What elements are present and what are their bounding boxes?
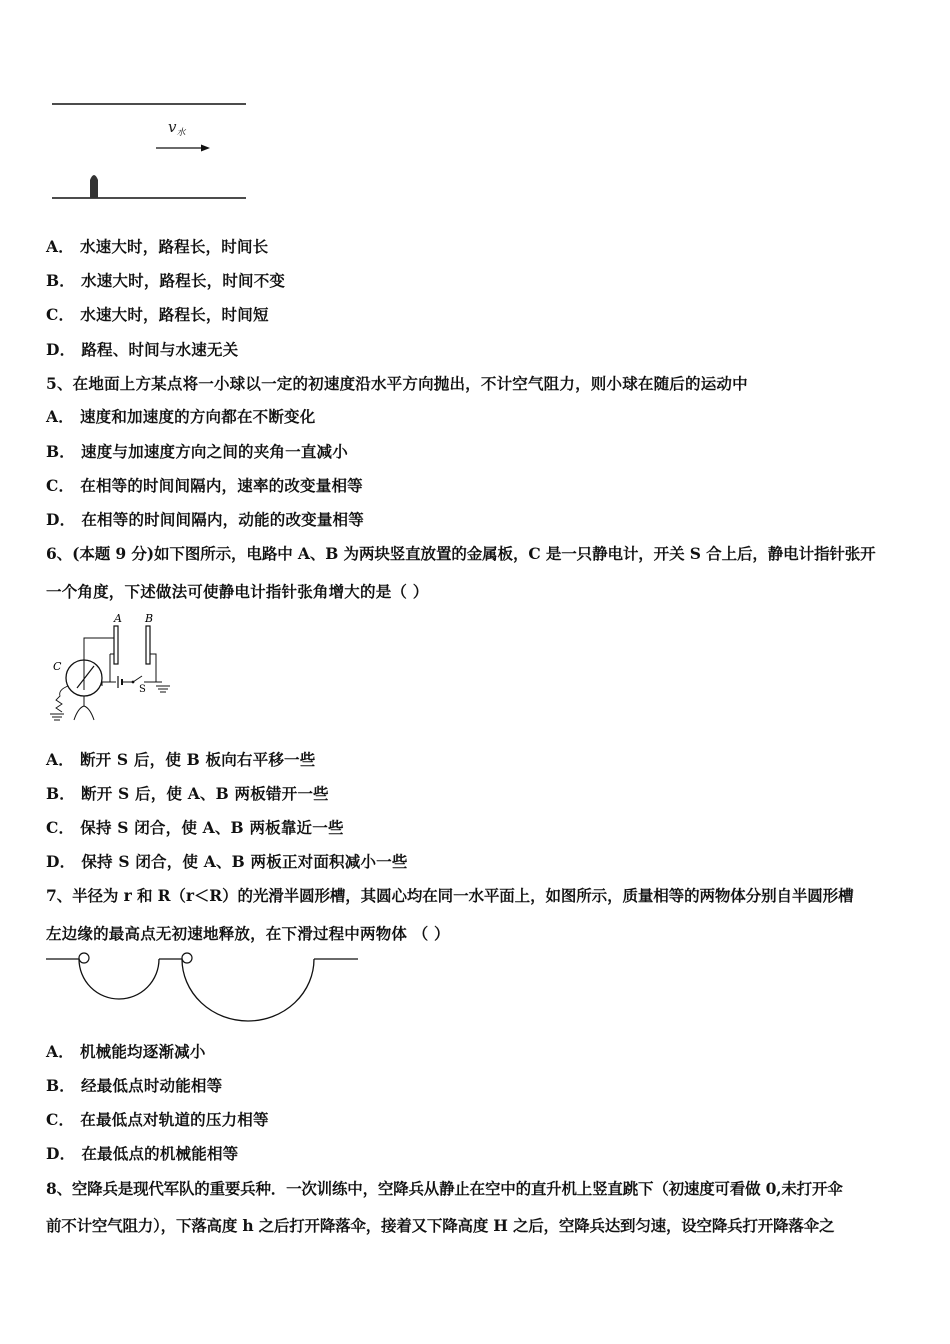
small-groove: [79, 959, 159, 999]
velocity-label: $v_水$: [168, 118, 186, 138]
q8-stem-line2: 前不计空气阻力），下落高度 h 之后打开降落伞，接着又下降高度 H 之后，空降兵达到匀速，设空降兵打开降落伞之: [46, 1216, 835, 1235]
q6-option-b: B． 断开 S 后，使 A、B 两板错开一些: [46, 784, 329, 803]
wire-bottom-left: [102, 682, 116, 686]
q7-option-d: D． 在最低点的机械能相等: [46, 1144, 239, 1163]
plate-a: [114, 626, 118, 664]
q4-option-a: A． 水速大时，路程长，时间长: [46, 237, 269, 256]
plate-b-label: B: [145, 612, 154, 625]
q6-option-d: D． 保持 S 闭合，使 A、B 两板正对面积减小一些: [46, 852, 408, 871]
river-figure: [46, 96, 250, 204]
q4-option-d: D． 路程、时间与水速无关: [46, 340, 239, 359]
q6-option-c: C． 保持 S 闭合，使 A、B 两板靠近一些: [46, 818, 344, 837]
q5-option-a: A． 速度和加速度的方向都在不断变化: [46, 407, 316, 426]
q5-option-d: D． 在相等的时间间隔内，动能的改变量相等: [46, 510, 364, 529]
q6-stem-line2: 一个角度，下述做法可使静电计指针张角增大的是（ ）: [46, 582, 429, 601]
electrometer-needle: [77, 666, 94, 688]
object-large: [182, 953, 192, 963]
q7-stem-line1: 7、半径为 r 和 R（r＜R）的光滑半圆形槽，其圆心均在同一水平面上，如图所示，质量相等的两物体分别自半圆形槽: [46, 886, 854, 905]
q7-option-b: B． 经最低点时动能相等: [46, 1076, 223, 1095]
q6-stem-line1: 6、(本题 9 分)如下图所示，电路中 A、B 为两块竖直放置的金属板，C 是一只静电计，开关 S 合上后，静电计指针张开: [46, 544, 876, 563]
electrometer-foot: [74, 706, 94, 720]
object-small: [79, 953, 89, 963]
q4-option-b: B． 水速大时，路程长，时间不变: [46, 271, 286, 290]
plate-b: [146, 626, 150, 664]
q5-option-b: B． 速度与加速度方向之间的夹角一直减小: [46, 442, 348, 461]
large-groove: [182, 959, 314, 1021]
velocity-arrowhead: [201, 145, 210, 152]
q6-option-a: A． 断开 S 后，使 B 板向右平移一些: [46, 750, 316, 769]
q7-option-c: C． 在最低点对轨道的压力相等: [46, 1110, 269, 1129]
q5-stem: 5、在地面上方某点将一小球以一定的初速度沿水平方向抛出，不计空气阻力，则小球在随后的运动中: [46, 374, 748, 393]
plate-a-label: A: [114, 612, 122, 625]
q7-option-a: A． 机械能均逐渐减小: [46, 1042, 206, 1061]
switch-label: S: [139, 684, 146, 695]
q4-option-c: C． 水速大时，路程长，时间短: [46, 305, 269, 324]
case-ground-wire: [56, 686, 68, 712]
switch-lever: [133, 676, 142, 682]
electrometer-circuit-figure: [44, 610, 178, 726]
q5-option-c: C． 在相等的时间间隔内，速率的改变量相等: [46, 476, 363, 495]
q7-stem-line2: 左边缘的最高点无初速地释放，在下滑过程中两物体 （ ）: [46, 924, 450, 943]
q8-stem-line1: 8、空降兵是现代军队的重要兵种．一次训练中，空降兵从静止在空中的直升机上竖直跳下（初速度可看做 0,未打开伞: [46, 1179, 843, 1198]
semicircle-grooves-figure: [44, 948, 362, 1026]
boat-icon: [90, 175, 98, 198]
electrometer-label: C: [53, 660, 62, 673]
